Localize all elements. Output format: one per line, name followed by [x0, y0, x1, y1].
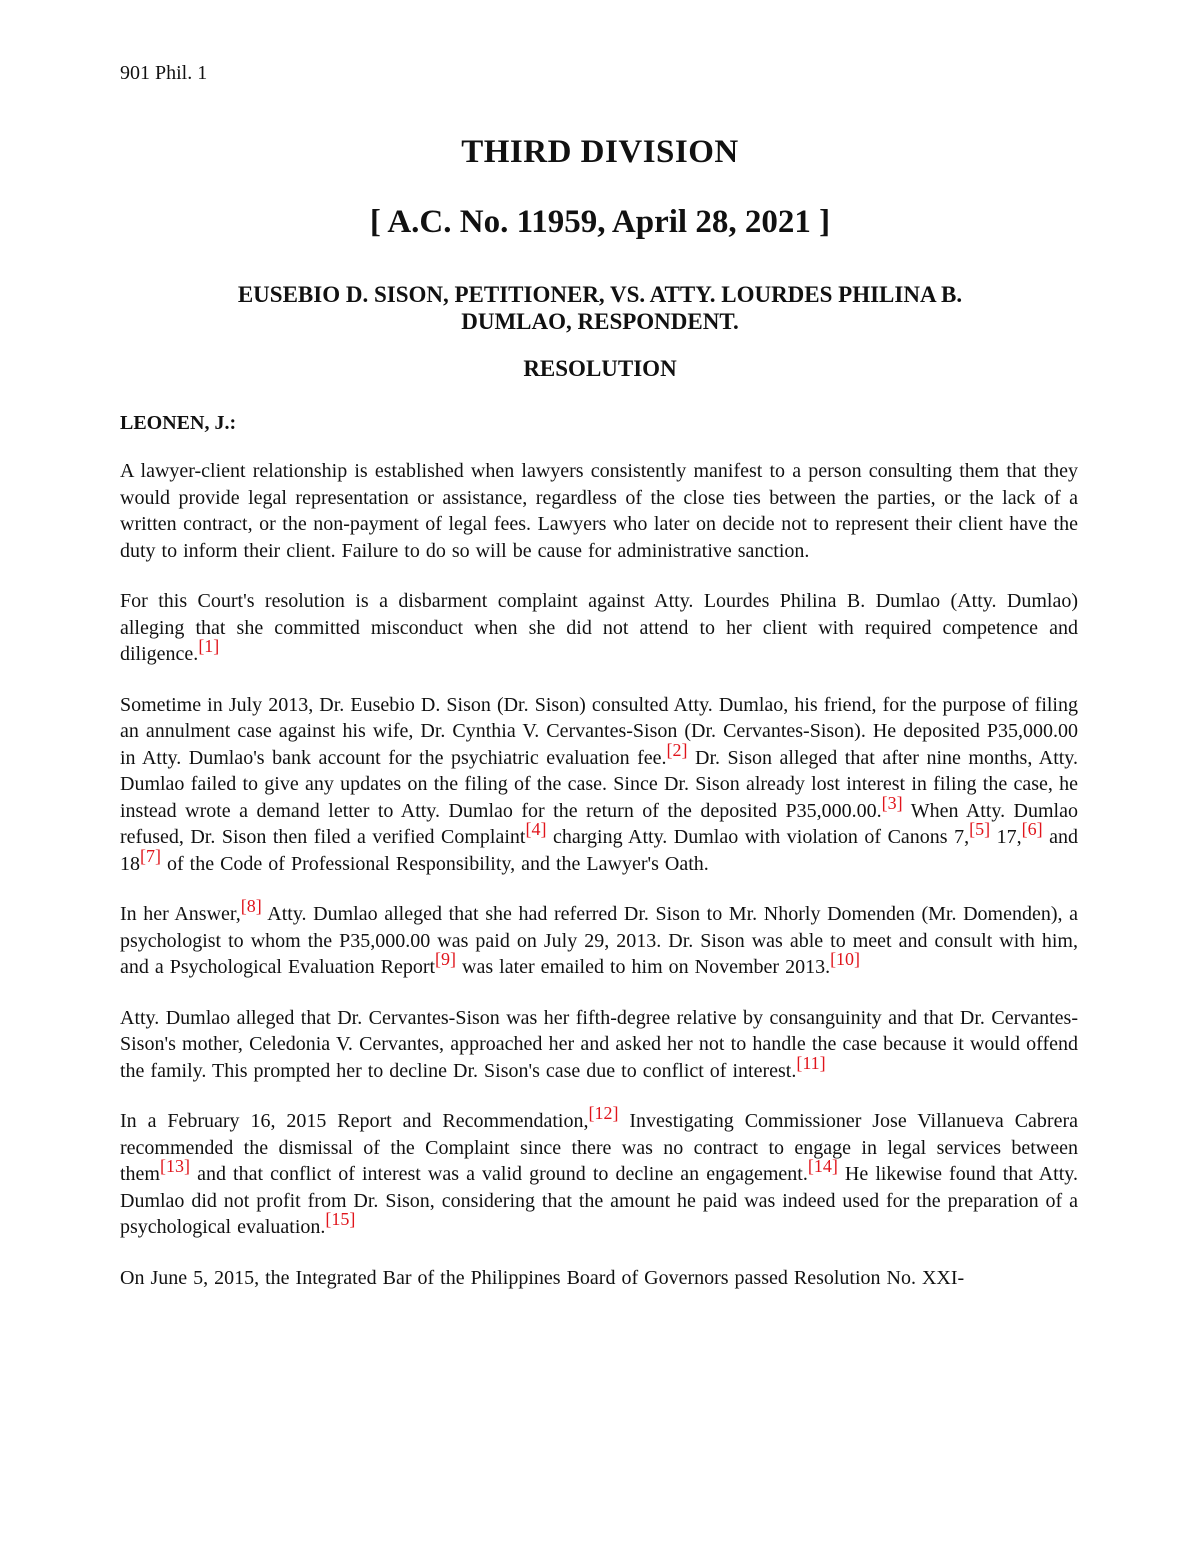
paragraph-text: of the Code of Professional Responsibility, and the Lawyer's Oath.: [161, 852, 709, 875]
case-number: [ A.C. No. 11959, April 28, 2021 ]: [369, 204, 831, 240]
paragraph-text: A lawyer-client relationship is established when lawyers consistently manifest to a person consulting them that they would provide legal representation or assistance, regardless of the close ties between the parties, or the lack of a written contract, or the non-payment of legal fees. Lawyers who later on decide not to represent their client have the duty to inform their client. Failure to do so will be cause for administrative sanction.: [120, 460, 1078, 562]
footnote-link[interactable]: [12]: [588, 1103, 619, 1123]
footnote-link[interactable]: [9]: [435, 949, 457, 969]
footnote-link[interactable]: [5]: [969, 819, 991, 839]
citation: 901 Phil. 1: [120, 62, 208, 84]
footnote-link[interactable]: [14]: [807, 1156, 838, 1176]
footnote-link[interactable]: [11]: [796, 1052, 826, 1073]
footnote-link[interactable]: [8]: [240, 896, 262, 916]
footnote-link[interactable]: [2]: [666, 739, 688, 760]
footnote-link[interactable]: [7]: [140, 845, 161, 866]
paragraph-text: and 18: [120, 826, 1078, 875]
document-type: RESOLUTION: [523, 356, 677, 381]
paragraph-text: In a February 16, 2015 Report and Recommendation,: [120, 1110, 589, 1132]
paragraph: [120, 1265, 1078, 1292]
case-parties: [0, 281, 1200, 335]
paragraph-text: charging Atty. Dumlao with violation of Canons 7,: [546, 826, 970, 848]
paragraph-text: For this Court's resolution is a disbarment complaint against Atty. Lourdes Philina B. Dumlao (Atty. Dumlao) alleging that she committed misconduct when she did not attend to her client with required competence and diligence.: [120, 590, 1078, 665]
paragraph: [120, 458, 1078, 564]
resolution-body: [120, 458, 1078, 1315]
paragraph: [120, 588, 1078, 668]
paragraph-text: Dr. Sison alleged that after nine months, Atty. Dumlao failed to give any updates on the filing of the case. Since Dr. Sison already lost interest in filing the case, he instead wrote a demand letter to Atty. Dumlao for the return of the deposited P35,000.00.: [120, 746, 1079, 822]
paragraph-text: 17,: [990, 826, 1022, 848]
footnote-link[interactable]: [1]: [198, 636, 220, 656]
footnote-link[interactable]: [15]: [325, 1209, 356, 1229]
footnote-link[interactable]: [6]: [1021, 819, 1043, 839]
parties-line-1: EUSEBIO D. SISON, PETITIONER, VS. ATTY. LOURDES PHILINA B.: [237, 282, 963, 307]
paragraph-text: When Atty. Dumlao refused, Dr. Sison then filed a verified Complaint: [120, 799, 1078, 848]
footnote-link[interactable]: [3]: [881, 792, 903, 813]
paragraph: [120, 692, 1078, 878]
paragraph-text: Atty. Dumlao alleged that Dr. Cervantes-Sison was her fifth-degree relative by consanguinity and that Dr. Cervantes-Sison's mother, Celedonia V. Cervantes, approached her and asked her not to handle the case because it would offend the family. This prompted her to decline Dr. Sison's case due to conflict of interest.: [120, 1006, 1078, 1082]
paragraph-text: was later emailed to him on November 2013.: [456, 956, 831, 978]
footnote-link[interactable]: [13]: [160, 1156, 190, 1176]
footnote-link[interactable]: [4]: [525, 819, 547, 839]
paragraph-text: Atty. Dumlao alleged that she had referred Dr. Sison to Mr. Nhorly Domenden (Mr. Domenden), a psychologist to whom the P35,000.00 was paid on July 29, 2013. Dr. Sison was able to meet and consult with him, and a Psychological Evaluation Report: [120, 903, 1079, 978]
paragraph-text: He likewise found that Atty. Dumlao did not profit from Dr. Sison, considering that the amount he paid was indeed used for the preparation of a psychological evaluation.: [120, 1163, 1078, 1238]
paragraph-text: Investigating Commissioner Jose Villanueva Cabrera recommended the dismissal of the Complaint since there was no contract to engage in legal services between them: [120, 1110, 1079, 1185]
division-heading: THIRD DIVISION: [461, 134, 739, 170]
paragraph: [120, 1005, 1078, 1085]
paragraph: [120, 1103, 1079, 1241]
paragraph-text: Sometime in July 2013, Dr. Eusebio D. Sison (Dr. Sison) consulted Atty. Dumlao, his friend, for the purpose of filing an annulment case against his wife, Dr. Cynthia V. Cervantes-Sison (Dr. Cervantes-Sison). He deposited P35,000.00 in Atty. Dumlao's bank account for the psychiatric evaluation fee.: [120, 693, 1078, 769]
paragraph-text: In her Answer,: [120, 903, 241, 925]
paragraph-text: and that conflict of interest was a valid ground to decline an engagement.: [190, 1163, 808, 1185]
ponente: LEONEN, J.:: [120, 412, 237, 434]
footnote-link[interactable]: [10]: [830, 949, 861, 969]
parties-line-2: DUMLAO, RESPONDENT.: [461, 309, 739, 334]
paragraph-text: On June 5, 2015, the Integrated Bar of the Philippines Board of Governors passed Resolution No. XXI-: [120, 1266, 965, 1289]
paragraph: [120, 896, 1079, 981]
